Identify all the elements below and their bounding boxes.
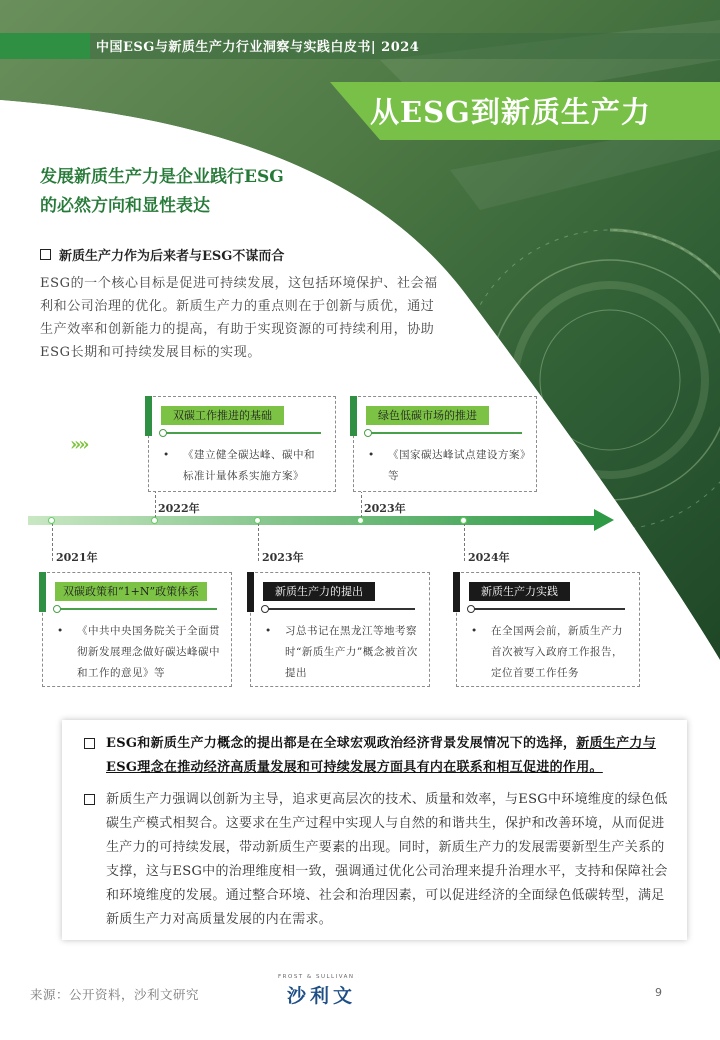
card-tag: 绿色低碳市场的推进 <box>366 406 489 425</box>
chevron-glyph: » <box>70 434 79 455</box>
card-divider <box>265 608 415 610</box>
summary-box <box>62 720 687 940</box>
timeline-dot <box>151 517 158 524</box>
card-divider <box>471 608 625 610</box>
card-divider <box>368 432 522 434</box>
intro-paragraph: ESG的一个核心目标是促进可持续发展，这包括环境保护、社会福利和公司治理的优化。新质生产力的重点则在于创新与质优，通过生产效率和创新能力的提高，有助于实现资源的可持续利用，协助ESG长期和可持续发展目标的实现。 <box>40 276 438 360</box>
double-chevron-icon <box>70 434 87 455</box>
card-text: 《国家碳达峰试点建设方案》等 <box>388 449 526 482</box>
bullet-icon: • <box>471 625 478 637</box>
bullet-icon: • <box>163 449 170 461</box>
card-divider <box>57 608 217 610</box>
ring-icon <box>261 605 269 613</box>
card-tag: 双碳政策和“1+N”政策体系 <box>55 582 207 601</box>
timeline-tick <box>52 523 53 561</box>
chevron-glyph: » <box>78 434 87 455</box>
timeline-year: 2023年 <box>262 551 304 564</box>
card-body <box>57 621 221 684</box>
section-heading-line2: 的必然方向和显性表达 <box>40 196 210 216</box>
timeline-year: 2021年 <box>56 551 98 564</box>
card-body <box>265 621 419 684</box>
card-body <box>368 445 526 487</box>
summary-paragraph-1 <box>84 732 674 780</box>
card-edge-accent <box>145 396 152 436</box>
source-note: 来源：公开资料，沙利文研究 <box>30 987 200 1002</box>
section-banner-title: 从ESG到新质生产力 <box>370 95 651 129</box>
ring-icon <box>159 429 167 437</box>
timeline-dot <box>254 517 261 524</box>
timeline-card <box>42 572 232 687</box>
timeline-dot <box>48 517 55 524</box>
header-accent-bar <box>0 33 90 59</box>
card-edge-accent <box>350 396 357 436</box>
timeline-card <box>353 396 537 492</box>
timeline-card <box>250 572 430 687</box>
summary-paragraph-2-text: 新质生产力强调以创新为主导，追求更高层次的技术、质量和效率，与ESG中环境维度的绿色低碳生产模式相契合。这要求在生产过程中实现人与自然的和谐共生，保护和改善环境，从而促进生产力的可持续发展，带动新质生产要素的出现。同时，新质生产力的发展需要新型生产关系的支撑，这与ESG中的治理维度相一致，强调通过优化公司治理来提升治理水平，支持和保障社会和环境维度的发展。通过整合环境、社会和治理因素，可以促进经济的全面绿色低碳转型，满足新质生产力对高质量发展的内在需求。 <box>106 792 668 927</box>
card-tag: 新质生产力实践 <box>469 582 570 601</box>
card-text: 习总书记在黑龙江等地考察时“新质生产力”概念被首次提出 <box>285 625 418 679</box>
timeline-tick <box>258 523 259 561</box>
sub-heading-text: 新质生产力作为后来者与ESG不谋而合 <box>59 249 285 264</box>
card-edge-accent <box>39 572 46 612</box>
square-bullet-icon <box>40 249 51 260</box>
timeline-year: 2024年 <box>468 551 510 564</box>
card-tag: 新质生产力的提出 <box>263 582 375 601</box>
ring-icon <box>467 605 475 613</box>
timeline-year: 2022年 <box>158 502 200 515</box>
section-heading-line1: 发展新质生产力是企业践行ESG <box>40 167 284 187</box>
section-heading <box>40 163 340 221</box>
timeline-dot <box>357 517 364 524</box>
sub-heading <box>40 245 284 264</box>
card-divider <box>163 432 321 434</box>
card-edge-accent <box>453 572 460 612</box>
ring-icon <box>364 429 372 437</box>
page-number: 9 <box>655 986 662 999</box>
bullet-icon: • <box>368 449 375 461</box>
bullet-icon: • <box>265 625 272 637</box>
timeline-card <box>456 572 640 687</box>
timeline-tick <box>464 523 465 561</box>
summary-paragraph-1-text <box>106 732 674 780</box>
bullet-icon: • <box>57 625 64 637</box>
timeline-dot <box>460 517 467 524</box>
summary-p1-part-b: 新质生产力与ESG理念在推动经济高质量发展和可持续发展方面具有内在联系和相互促进的作用。 <box>106 736 657 775</box>
brand-english-name: FROST & SULLIVAN <box>278 974 355 980</box>
square-bullet-icon <box>84 794 95 805</box>
card-body <box>471 621 629 684</box>
brand-logo: 沙利文 <box>287 985 357 1007</box>
summary-paragraph-2 <box>84 788 674 932</box>
card-edge-accent <box>247 572 254 612</box>
square-bullet-icon <box>84 738 95 749</box>
card-tag: 双碳工作推进的基础 <box>161 406 284 425</box>
card-text: 在全国两会前，新质生产力首次被写入政府工作报告，定位首要工作任务 <box>491 625 623 679</box>
card-body <box>163 445 325 487</box>
ring-icon <box>53 605 61 613</box>
document-title: 中国ESG与新质生产力行业洞察与实践白皮书| 2024 <box>96 40 420 55</box>
summary-p1-part-a: ESG和新质生产力概念的提出都是在全球宏观政治经济背景发展情况下的选择， <box>106 736 577 751</box>
card-text: 《中共中央国务院关于全面贯彻新发展理念做好碳达峰碳中和工作的意见》等 <box>77 625 220 679</box>
timeline-card <box>148 396 336 492</box>
timeline-year: 2023年 <box>364 502 406 515</box>
card-text: 《建立健全碳达峰、碳中和标准计量体系实施方案》 <box>183 449 315 482</box>
